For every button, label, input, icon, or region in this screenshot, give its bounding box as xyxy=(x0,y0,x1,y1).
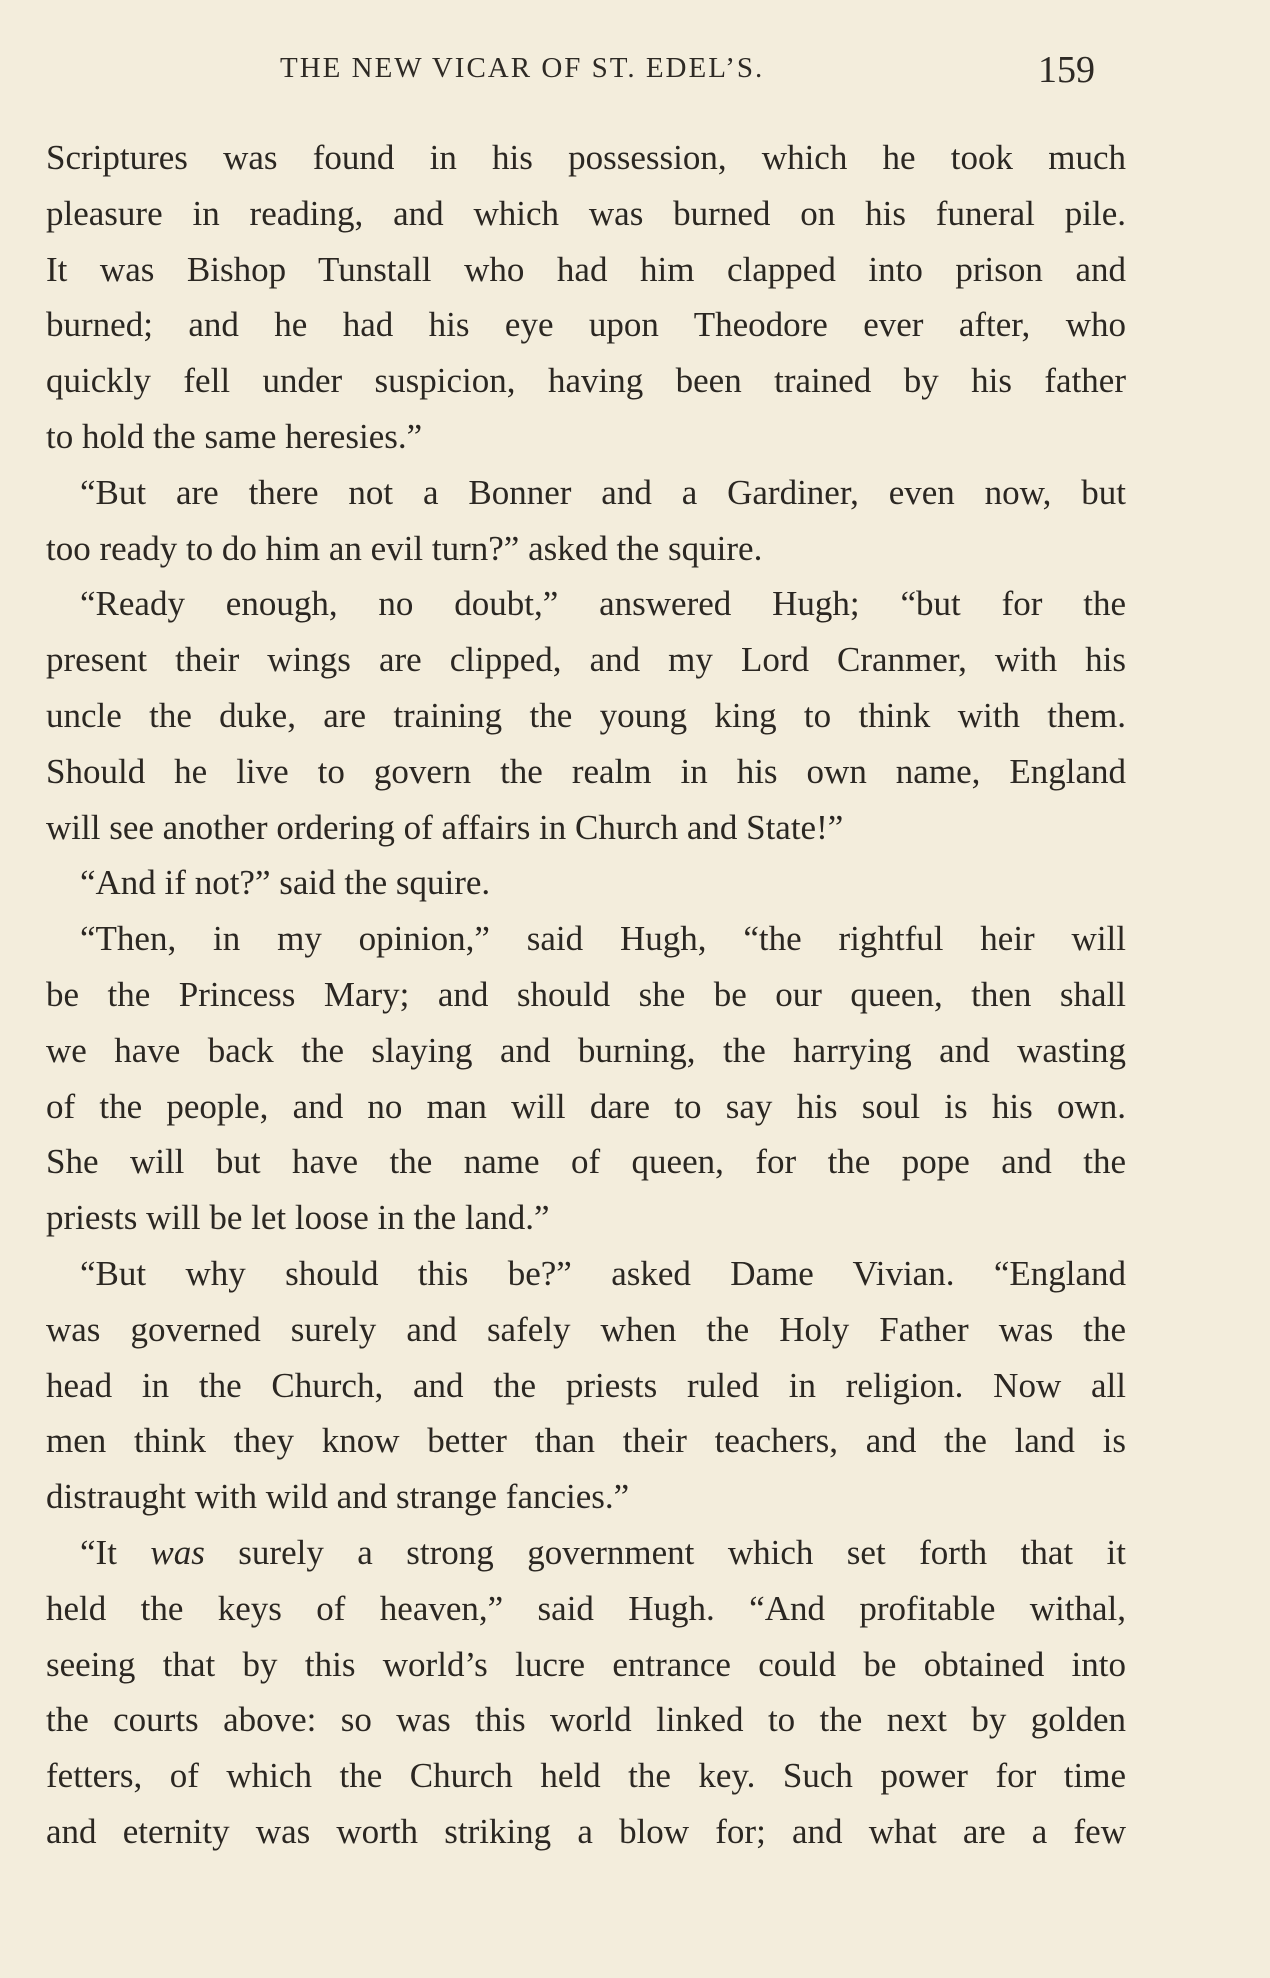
text-line: distraught with wild and strange fancies.” xyxy=(46,1477,630,1517)
body-text xyxy=(46,130,1126,1860)
text-fragment: surely a strong government which set forth that it xyxy=(204,1532,1127,1572)
text-line: too ready to do him an evil turn?” asked the squire. xyxy=(46,528,763,568)
text-line: fetters, of which the Church held the key. Such power for time xyxy=(46,1756,1126,1796)
running-head: THE NEW VICAR OF ST. EDEL’S. xyxy=(280,52,765,84)
text-line: held the keys of heaven,” said Hugh. “And profitable withal, xyxy=(46,1588,1126,1628)
text-line xyxy=(46,1525,1126,1581)
text-line: the courts above: so was this world linked to the next by golden xyxy=(46,1700,1126,1740)
text-line: “Ready enough, no doubt,” answered Hugh; “but for the xyxy=(80,584,1126,624)
text-fragment: “It xyxy=(80,1532,151,1572)
text-line: “And if not?” said the squire. xyxy=(80,863,491,903)
text-line: “But are there not a Bonner and a Gardiner, even now, but xyxy=(80,472,1126,512)
text-line: will see another ordering of affairs in Church and State!” xyxy=(46,807,844,847)
text-line: “Then, in my opinion,” said Hugh, “the rightful heir will xyxy=(80,919,1126,959)
text-line: present their wings are clipped, and my Lord Cranmer, with his xyxy=(46,640,1126,680)
text-line: She will but have the name of queen, for the pope and the xyxy=(46,1142,1126,1182)
text-line: quickly fell under suspicion, having been trained by his father xyxy=(46,361,1126,401)
text-line: head in the Church, and the priests ruled in religion. Now all xyxy=(46,1365,1126,1405)
text-line: burned; and he had his eye upon Theodore ever after, who xyxy=(46,305,1126,345)
text-line: seeing that by this world’s lucre entrance could be obtained into xyxy=(46,1644,1126,1684)
text-line: of the people, and no man will dare to say his soul is his own. xyxy=(46,1086,1126,1126)
text-line: to hold the same heresies.” xyxy=(46,416,423,456)
text-line: Should he live to govern the realm in his own name, England xyxy=(46,751,1126,791)
text-line: It was Bishop Tunstall who had him clapped into prison and xyxy=(46,249,1126,289)
text-line: we have back the slaying and burning, the harrying and wasting xyxy=(46,1030,1126,1070)
text-line: uncle the duke, are training the young king to think with them. xyxy=(46,695,1126,735)
text-line: pleasure in reading, and which was burned on his funeral pile. xyxy=(46,193,1126,233)
text-line: Scriptures was found in his possession, which he took much xyxy=(46,138,1126,177)
text-line: be the Princess Mary; and should she be our queen, then shall xyxy=(46,974,1126,1014)
text-line: priests will be let loose in the land.” xyxy=(46,1198,550,1238)
text-line: “But why should this be?” asked Dame Vivian. “England xyxy=(80,1253,1126,1293)
text-line: and eternity was worth striking a blow for; and what are a few xyxy=(46,1811,1126,1851)
text-line: men think they know better than their teachers, and the land is xyxy=(46,1421,1126,1461)
text-line: was governed surely and safely when the Holy Father was the xyxy=(46,1309,1126,1349)
page-number: 159 xyxy=(1038,49,1095,91)
emphasized-word: was xyxy=(150,1532,205,1572)
